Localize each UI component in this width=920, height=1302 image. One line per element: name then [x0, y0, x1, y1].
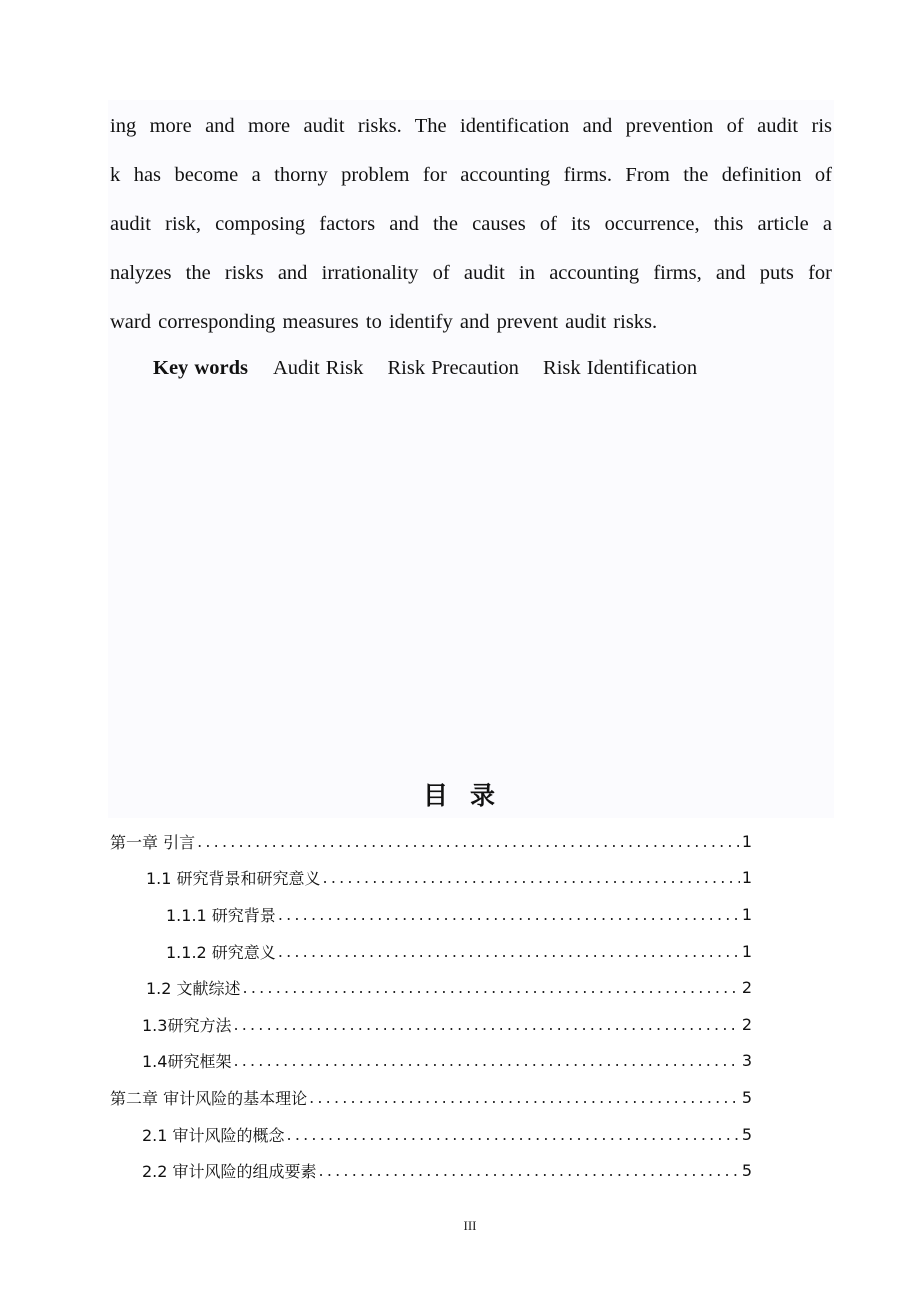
toc-entry-label: 第一章 引言	[110, 832, 196, 852]
abstract-line: ward corresponding measures to identify and prevent audit risks.	[110, 311, 658, 333]
keywords-line	[153, 357, 715, 380]
toc-leader-dots	[243, 978, 740, 997]
toc-entry[interactable]	[110, 860, 752, 897]
toc-entry[interactable]	[110, 1006, 752, 1043]
keywords-label: Key words	[153, 357, 248, 379]
abstract-line: nalyzes the risks and irrationality of audit in accounting firms, and puts for	[110, 262, 832, 284]
toc-entry-page: 2	[741, 978, 752, 998]
toc-entry-label: 1.2 文献综述	[146, 979, 241, 999]
toc-entry[interactable]	[110, 1043, 752, 1080]
toc-leader-dots	[233, 1051, 739, 1070]
toc-entry-page: 2	[741, 1014, 752, 1034]
keyword: Audit Risk	[272, 357, 364, 379]
toc-entry-page: 3	[741, 1051, 752, 1071]
toc-entry-label: 2.2 审计风险的组成要素	[142, 1162, 317, 1182]
toc-entry-page: 5	[741, 1161, 752, 1181]
table-of-contents	[110, 823, 752, 1189]
keyword: Risk Precaution	[387, 357, 519, 379]
toc-entry[interactable]	[110, 823, 752, 860]
toc-entry[interactable]	[110, 1152, 752, 1189]
page-number: III	[463, 1218, 477, 1233]
toc-leader-dots	[278, 905, 740, 924]
toc-entry-label: 1.4研究框架	[142, 1052, 232, 1072]
toc-entry[interactable]	[110, 896, 752, 933]
toc-leader-dots	[287, 1125, 740, 1144]
toc-entry-label: 2.1 审计风险的概念	[142, 1125, 285, 1145]
abstract-line: k has become a thorny problem for accounting firms. From the definition of	[110, 164, 832, 186]
toc-leader-dots	[278, 942, 740, 961]
toc-entry[interactable]	[110, 1079, 752, 1116]
toc-leader-dots	[319, 1161, 740, 1180]
toc-entry[interactable]	[110, 1116, 752, 1153]
toc-entry-label: 第二章 审计风险的基本理论	[110, 1088, 308, 1108]
keyword: Risk Identification	[543, 357, 698, 379]
toc-title: 目录	[422, 781, 517, 810]
toc-leader-dots	[323, 868, 740, 887]
toc-entry-page: 1	[741, 868, 752, 888]
toc-entry-label: 1.1 研究背景和研究意义	[146, 869, 321, 889]
toc-entry-page: 1	[741, 831, 752, 851]
abstract-line: audit risk, composing factors and the causes of its occurrence, this article a	[110, 213, 832, 235]
abstract-text	[110, 102, 832, 347]
toc-entry-page: 1	[741, 904, 752, 924]
abstract-line: ing more and more audit risks. The identification and prevention of audit ris	[110, 115, 832, 137]
toc-entry-label: 1.1.2 研究意义	[166, 942, 276, 962]
toc-entry-page: 5	[741, 1087, 752, 1107]
toc-leader-dots	[233, 1015, 739, 1034]
toc-leader-dots	[197, 832, 740, 851]
toc-entry-label: 1.1.1 研究背景	[166, 905, 276, 925]
toc-leader-dots	[309, 1088, 740, 1107]
toc-entry-page: 5	[741, 1124, 752, 1144]
toc-entry[interactable]	[110, 933, 752, 970]
toc-entry-label: 1.3研究方法	[142, 1015, 232, 1035]
toc-entry[interactable]	[110, 969, 752, 1006]
toc-entry-page: 1	[741, 941, 752, 961]
